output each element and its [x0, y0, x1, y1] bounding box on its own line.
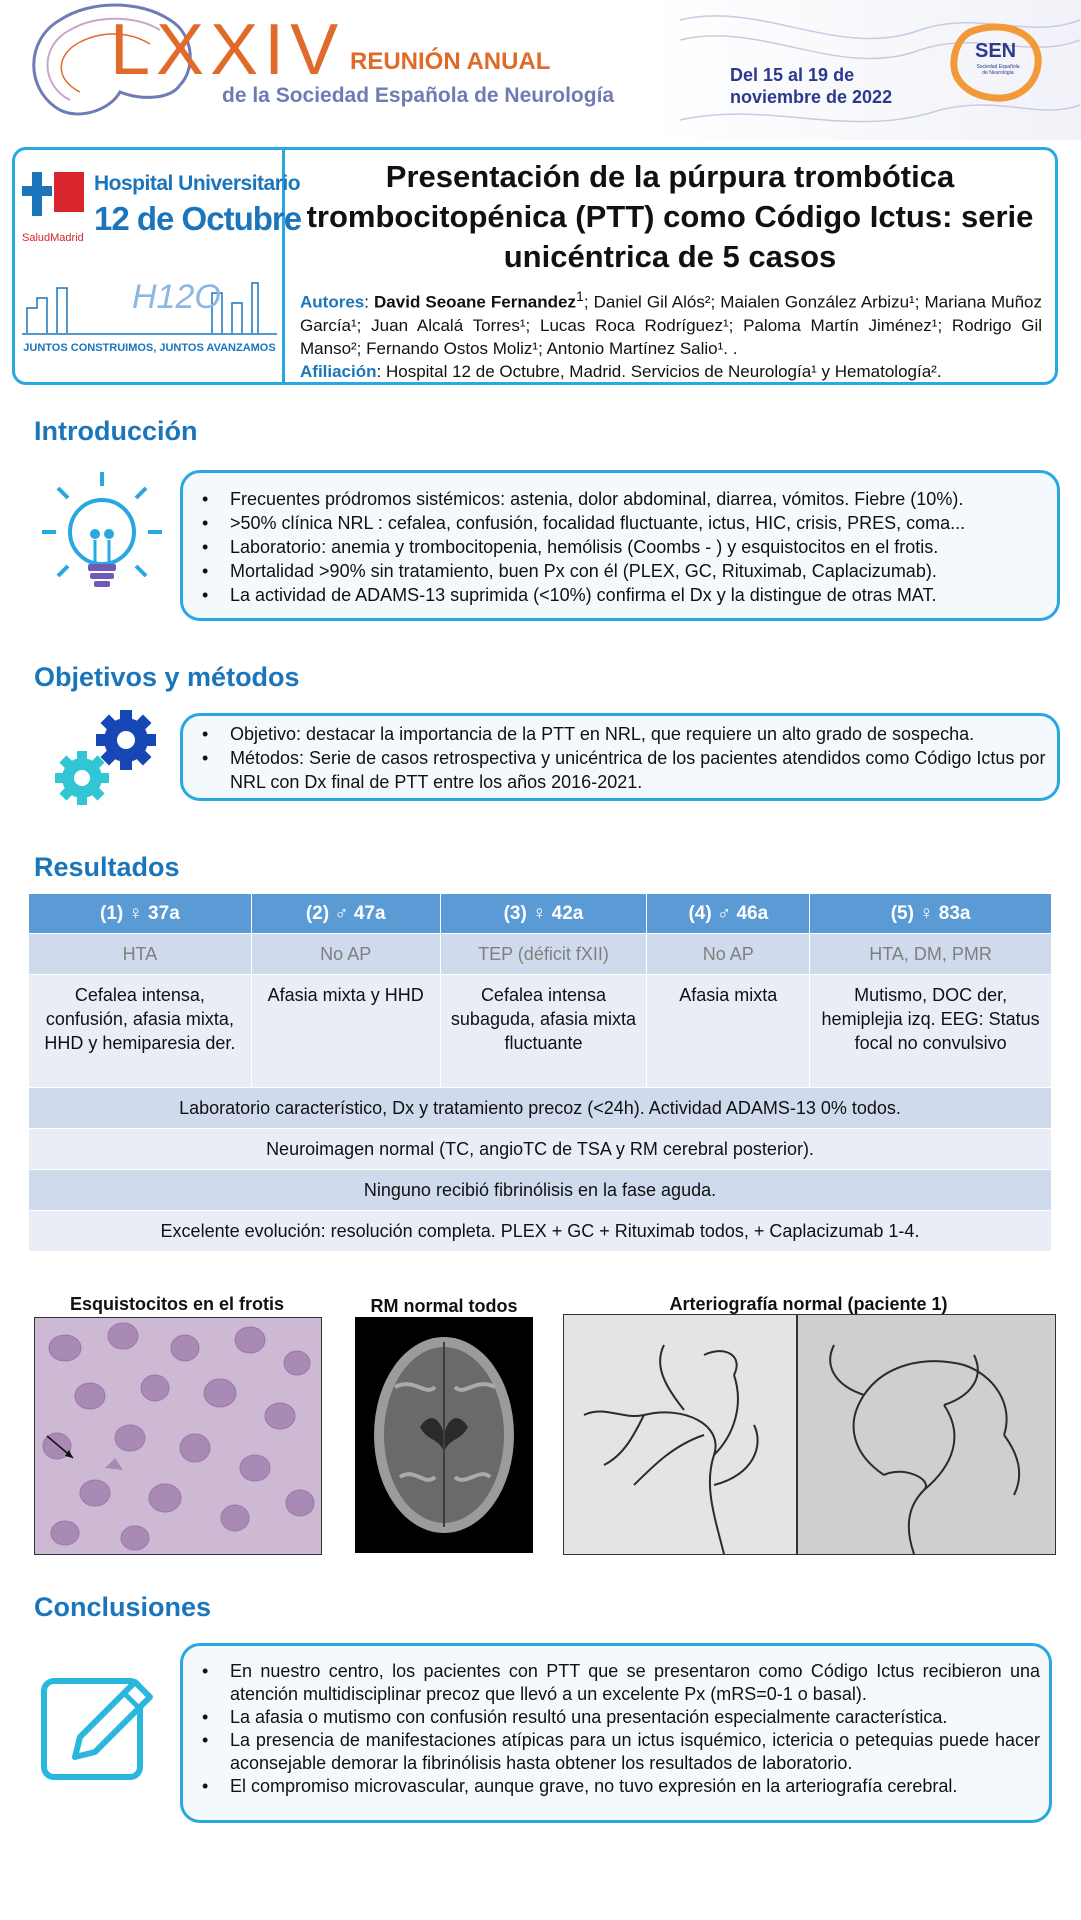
- angiography-image: [563, 1314, 1056, 1555]
- sen-logo-text: SEN: [975, 40, 1017, 62]
- gears-icon: [52, 708, 162, 808]
- results-heading: Resultados: [34, 852, 180, 882]
- edit-pencil-icon: [40, 1667, 160, 1785]
- first-author: David Seoane Fernandez: [374, 292, 576, 312]
- list-item: • La actividad de ADAMS-13 suprimida (<10%) confirma el Dx y la distingue de otras MAT.: [230, 583, 1050, 607]
- table-row: [29, 1170, 1052, 1211]
- affiliation-label: Afiliación: [300, 361, 377, 381]
- clinical-cell: Afasia mixta y HHD: [251, 975, 440, 1088]
- brain-mri-image: [355, 1317, 533, 1553]
- table-header-row: [29, 894, 1052, 934]
- hospital-name-line2: 12 de Octubre: [94, 200, 302, 237]
- affiliation-text: : Hospital 12 de Octubre, Madrid. Servicios de Neurología¹ y Hematología².: [376, 361, 942, 381]
- case-header: (2) ♂ 47a: [251, 894, 440, 934]
- clinical-cell: Cefalea intensa, confusión, afasia mixta, HHD y hemiparesia der.: [29, 975, 252, 1088]
- clinical-cell: Mutismo, DOC der, hemiplejia izq. EEG: Status focal no convulsivo: [810, 975, 1052, 1088]
- smear-caption: Esquistocitos en el frotis: [69, 1294, 285, 1314]
- meeting-dates: Del 15 al 19 de noviembre de 2022: [730, 65, 893, 107]
- summary-cell: Excelente evolución: resolución completa. PLEX + GC + Rituximab todos, + Caplacizumab 1-4.: [29, 1211, 1052, 1252]
- history-cell: HTA: [29, 934, 252, 975]
- authors-label: Autores: [300, 292, 365, 312]
- intro-list: [190, 487, 1050, 607]
- summary-cell: Neuroimagen normal (TC, angioTC de TSA y RM cerebral posterior).: [29, 1129, 1052, 1170]
- meeting-label: REUNIÓN ANUAL: [350, 48, 551, 75]
- case-header: (1) ♀ 37a: [29, 894, 252, 934]
- history-cell: TEP (déficit fXII): [440, 934, 647, 975]
- list-item: • Frecuentes pródromos sistémicos: astenia, dolor abdominal, diarrea, vómitos. Fiebre (10%).: [230, 487, 1050, 511]
- list-item: • La afasia o mutismo con confusión resultó una presentación especialmente característica.: [230, 1706, 1040, 1729]
- authors-block: Autores: David Seoane Fernandez$^1$; Daniel Gil Alós²; Maialen González Arbizu¹; Mariana Muñoz García¹; Juan Alcalá Torres¹; Lucas Roca Rodríguez¹; Paloma Martín Jiménez¹; Rodrigo Gil Manso²; Fernando Ostos Moliz¹; Antonio Martínez Salio¹. . Afiliación: Hospital 12 de Octubre, Madrid. Servicios de Neurología¹ y Hematología².: [300, 289, 1042, 381]
- list-item: • Mortalidad >90% sin tratamiento, buen Px con él (PLEX, GC, Rituximab, Caplacizumab).: [230, 559, 1050, 583]
- list-item: • Objetivo: destacar la importancia de la PTT en NRL, que requiere un alto grado de sospecha.: [230, 722, 1050, 746]
- h12o-wordmark: H12O: [132, 278, 221, 316]
- hospital-logo: [22, 168, 302, 258]
- angiography-caption: Arteriografía normal (paciente 1): [669, 1294, 948, 1314]
- intro-heading: Introducción: [34, 416, 198, 446]
- mri-caption: RM normal todos: [370, 1296, 518, 1316]
- case-header: (5) ♀ 83a: [810, 894, 1052, 934]
- list-item: • La presencia de manifestaciones atípicas para un ictus isquémico, ictericia o petequias puede hacer aconsejable demorar la fibrinólisis hasta obtener los resultados de laboratorio.: [230, 1729, 1040, 1775]
- clinical-cell: Afasia mixta: [647, 975, 810, 1088]
- conclusions-list: [190, 1660, 1040, 1798]
- case-header: (3) ♀ 42a: [440, 894, 647, 934]
- table-row: [29, 1088, 1052, 1129]
- history-cell: No AP: [251, 934, 440, 975]
- h12o-logo: [22, 268, 277, 368]
- table-row: [29, 975, 1052, 1088]
- summary-cell: Laboratorio característico, Dx y tratamiento precoz (<24h). Actividad ADAMS-13 0% todos.: [29, 1088, 1052, 1129]
- sen-logo-subtitle: Sociedad Española de Neurología: [976, 64, 1020, 76]
- table-row: [29, 1129, 1052, 1170]
- society-name: de la Sociedad Española de Neurología: [222, 84, 615, 107]
- table-row: [29, 934, 1052, 975]
- list-item: • El compromiso microvascular, aunque grave, no tuvo expresión en la arteriografía cerebral.: [230, 1775, 1040, 1798]
- blood-smear-image: [34, 1317, 322, 1555]
- hospital-name-line1: Hospital Universitario: [94, 172, 301, 195]
- list-item: • En nuestro centro, los pacientes con PTT que se presentaron como Código Ictus recibieron una atención multidisciplinar precoz que llevó a un excelente Px (mRS=0-1 o basal).: [230, 1660, 1040, 1706]
- case-header: (4) ♂ 46a: [647, 894, 810, 934]
- clinical-cell: Cefalea intensa subaguda, afasia mixta fluctuante: [440, 975, 647, 1088]
- poster-title: Presentación de la púrpura trombótica trombocitopénica (PTT) como Código Ictus: serie unicéntrica de 5 casos: [306, 159, 1034, 274]
- history-cell: HTA, DM, PMR: [810, 934, 1052, 975]
- history-cell: No AP: [647, 934, 810, 975]
- objectives-list: [190, 722, 1050, 794]
- summary-cell: Ninguno recibió fibrinólisis en la fase aguda.: [29, 1170, 1052, 1211]
- salud-madrid-label: SaludMadrid: [22, 232, 84, 244]
- h12o-motto: JUNTOS CONSTRUIMOS, JUNTOS AVANZAMOS: [23, 342, 276, 354]
- edition-roman-numeral: LXXIV: [110, 10, 345, 90]
- list-item: • Laboratorio: anemia y trombocitopenia, hemólisis (Coombs - ) y esquistocitos en el frotis.: [230, 535, 1050, 559]
- conclusions-heading: Conclusiones: [34, 1592, 212, 1622]
- results-table: [28, 893, 1052, 1252]
- list-item: • >50% clínica NRL : cefalea, confusión, focalidad fluctuante, ictus, HIC, crisis, PRES, coma...: [230, 511, 1050, 535]
- madrid-flag-icon: [54, 172, 84, 212]
- table-row: [29, 1211, 1052, 1252]
- objectives-heading: Objetivos y métodos: [34, 662, 300, 692]
- lightbulb-icon: [40, 470, 165, 598]
- list-item: • Métodos: Serie de casos retrospectiva y unicéntrica de los pacientes atendidos como Código Ictus por NRL con Dx final de PTT entre los años 2016-2021.: [230, 746, 1050, 794]
- co-authors: ; Daniel Gil Alós²; Maialen González Arbizu¹; Mariana Muñoz García¹; Juan Alcalá Torres¹; Lucas Roca Rodríguez¹; Paloma Martín Jiménez¹; Rodrigo Gil Manso²; Fernando Ostos Moliz¹; Antonio Martínez Salio¹. .: [300, 292, 1042, 358]
- madrid-cross-icon: [22, 172, 52, 216]
